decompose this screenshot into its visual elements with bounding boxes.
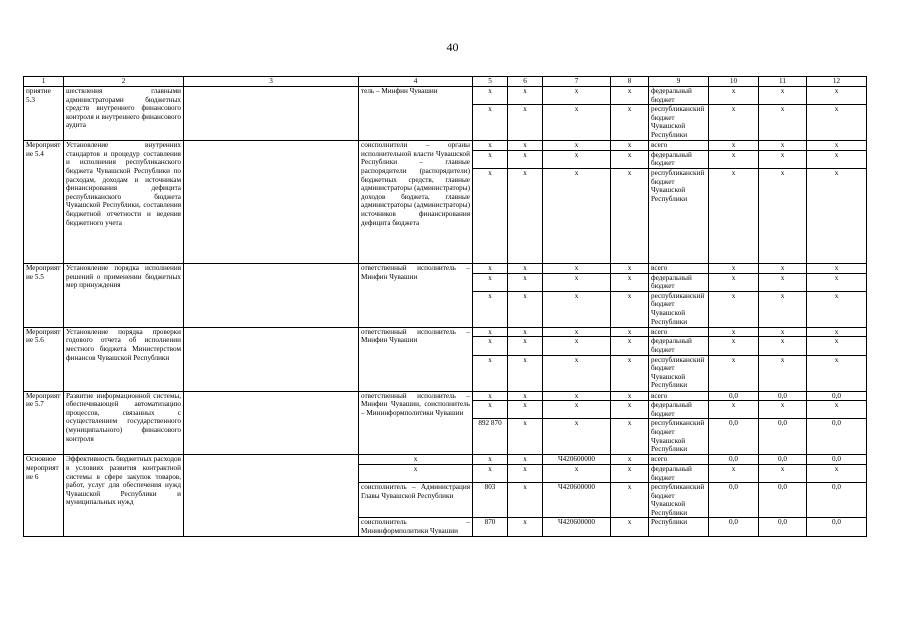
activity-name: Установление внутренних стандартов и процедур составления и исполнения республиканского бюджета Чувашской Республики по расходам, доходам и источникам финансирования дефицита республиканского бюджета Чувашской Республики, составления бюджетной отчетности и ведения бюджетного учета — [64, 141, 184, 264]
column-header: 3 — [184, 77, 359, 87]
table-row: x x x x республиканский бюджет Чувашской Республики x x x — [24, 355, 867, 391]
budget-code: Ч420600000 — [543, 518, 611, 536]
table-row: x x x x федеральный бюджет x x x — [24, 150, 867, 168]
activity-name: Развитие информационной системы, обеспечивающей автоматизацию процессов, связанных с осуществлением государственного (муниципального) финансового контроля — [64, 391, 184, 455]
budget-source: всего — [649, 455, 709, 465]
header-row — [24, 77, 867, 87]
budget-source: республиканский бюджет Чувашской Республики — [649, 419, 709, 455]
table-row: x x x x x федеральный бюджет x x x — [24, 464, 867, 482]
executor: ответственный исполнитель – Минфин Чувашии, соисполнитель – Мининформполитики Чувашии — [359, 391, 473, 455]
column-header: 11 — [759, 77, 807, 87]
activity-number: приятие 5.3 — [24, 87, 64, 141]
table-row: соисполнитель – Администрация Главы Чувашской Республики 803 x Ч420600000 x республиканский бюджет Чувашской Республики 0,0 0,0 0,0 — [24, 483, 867, 518]
budget-source: федеральный бюджет — [649, 337, 709, 355]
table-row: x x x x республиканский бюджет Чувашской Республики x x x — [24, 291, 867, 327]
budget-source: республиканский бюджет Чувашской Республики — [649, 355, 709, 391]
activity-number: Мероприятие 5.5 — [24, 263, 64, 327]
executor: x — [359, 455, 473, 465]
table-row: Мероприятие 5.7 Развитие информационной системы, обеспечивающей автоматизацию процессов, связанных с осуществлением государственного (муниципального) финансового контроля ответственный исполнитель – Минфин Чувашии, соисполнитель – Мининформполитики Чувашии x x x x всего 0,0 0,0 0,0 — [24, 391, 867, 401]
budget-source: федеральный бюджет — [649, 464, 709, 482]
column-header: 12 — [807, 77, 867, 87]
budget-source: федеральный бюджет — [649, 273, 709, 291]
budget-source: республиканский бюджет Чувашской Республики — [649, 168, 709, 263]
activity-name: шествления главными администраторами бюджетных средств внутреннего финансового контроля и внутреннего финансового аудита — [64, 87, 184, 141]
table-row: Мероприятие 5.5 Установление порядка исполнения решений о применении бюджетных мер принуждения ответственный исполнитель – Минфин Чувашии x x x x всего x x x — [24, 263, 867, 273]
column-header: 10 — [709, 77, 759, 87]
table-row: x x x x федеральный бюджет x x x — [24, 401, 867, 419]
budget-source: федеральный бюджет — [649, 87, 709, 105]
column-header: 5 — [473, 77, 508, 87]
executor: ответственный исполнитель – Минфин Чувашии — [359, 263, 473, 327]
budget-source: всего — [649, 263, 709, 273]
budget-source: федеральный бюджет — [649, 401, 709, 419]
executor: тель – Минфин Чувашии — [359, 87, 473, 141]
column-header: 8 — [611, 77, 649, 87]
column-header: 1 — [24, 77, 64, 87]
table-row: Мероприятие 5.6 Установление порядка проверки годового отчета об исполнении местного бюджета Министерством финансов Чувашской Республики ответственный исполнитель – Минфин Чувашии x x x x всего x x x — [24, 327, 867, 337]
activity-number: Основное мероприятие 6 — [24, 455, 64, 536]
budget-source: всего — [649, 391, 709, 401]
table-row: x x x x республиканский бюджет Чувашской Республики x x x — [24, 168, 867, 263]
executor: x — [359, 464, 473, 482]
executor: соисполнитель – Администрация Главы Чувашской Республики — [359, 483, 473, 518]
activity-name: Установление порядка проверки годового отчета об исполнении местного бюджета Министерством финансов Чувашской Республики — [64, 327, 184, 391]
table-row: приятие 5.3 шествления главными администраторами бюджетных средств внутреннего финансового контроля и внутреннего финансового аудита тель – Минфин Чувашии x x x x федеральный бюджет x x x — [24, 87, 867, 105]
table-row: 892 870 x x x республиканский бюджет Чувашской Республики 0,0 0,0 0,0 — [24, 419, 867, 455]
table-row: Основное мероприятие 6 Эффективность бюджетных расходов в условиях развития контрактной системы в сфере закупок товаров, работ, услуг для обеспечения нужд Чувашской Республики и муниципальных нужд x x x Ч420600000 x всего 0,0 0,0 0,0 — [24, 455, 867, 465]
executor: соисполнитель – Мининформполитики Чувашии — [359, 518, 473, 536]
table-row: x x x x республиканский бюджет Чувашской Республики x x x — [24, 105, 867, 141]
executor: соисполнители – органы исполнительной власти Чувашской Республики – главные распорядители (распорядители) бюджетных средств, главные администраторы (администраторы) доходов бюджета, главные администраторы (администраторы) источников финансирования дефицита бюджета — [359, 141, 473, 264]
executor: ответственный исполнитель – Минфин Чувашии — [359, 327, 473, 391]
budget-code: Ч420600000 — [543, 455, 611, 465]
budget-code: Ч420600000 — [543, 483, 611, 518]
table-row: соисполнитель – Мининформполитики Чувашии 870 x Ч420600000 x Республики 0,0 0,0 0,0 — [24, 518, 867, 536]
table-row: x x x x федеральный бюджет x x x — [24, 337, 867, 355]
activity-name: Установление порядка исполнения решений о применении бюджетных мер принуждения — [64, 263, 184, 327]
program-activities-table — [23, 76, 867, 537]
column-header: 2 — [64, 77, 184, 87]
column-header: 7 — [543, 77, 611, 87]
budget-source: республиканский бюджет Чувашской Республики — [649, 105, 709, 141]
activity-number: Мероприятие 5.7 — [24, 391, 64, 455]
page-number: 40 — [446, 40, 459, 54]
activity-number: Мероприятие 5.4 — [24, 141, 64, 264]
budget-source: Республики — [649, 518, 709, 536]
table-row: Мероприятие 5.4 Установление внутренних стандартов и процедур составления и исполнения республиканского бюджета Чувашской Республики по расходам, доходам и источникам финансирования дефицита республиканского бюджета Чувашской Республики, составления бюджетной отчетности и ведения бюджетного учета соисполнители – органы исполнительной власти Чувашской Республики – главные распорядители (распорядители) бюджетных средств, главные администраторы (администраторы) доходов бюджета, главные администраторы (администраторы) источников финансирования дефицита бюджета x x x x всего x x x — [24, 141, 867, 151]
activity-name: Эффективность бюджетных расходов в условиях развития контрактной системы в сфере закупок товаров, работ, услуг для обеспечения нужд Чувашской Республики и муниципальных нужд — [64, 455, 184, 536]
budget-source: федеральный бюджет — [649, 150, 709, 168]
budget-source: всего — [649, 327, 709, 337]
column-header: 9 — [649, 77, 709, 87]
table-row: x x x x федеральный бюджет x x x — [24, 273, 867, 291]
budget-source: республиканский бюджет Чувашской Республики — [649, 291, 709, 327]
budget-source: всего — [649, 141, 709, 151]
column-header: 6 — [508, 77, 543, 87]
budget-source: республиканский бюджет Чувашской Республики — [649, 483, 709, 518]
column-header: 4 — [359, 77, 473, 87]
activity-number: Мероприятие 5.6 — [24, 327, 64, 391]
